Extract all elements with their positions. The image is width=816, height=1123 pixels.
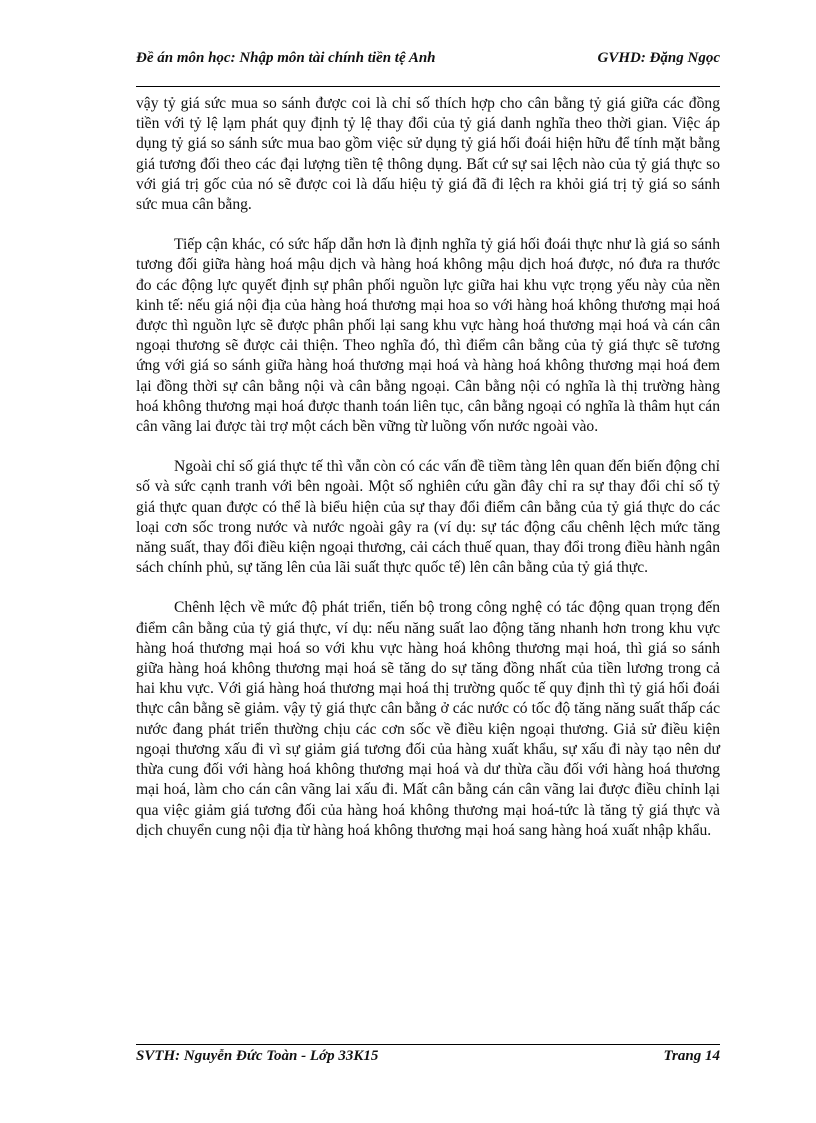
paragraph-1: vậy tỷ giá sức mua so sánh được coi là chỉ số thích hợp cho cân bằng tỷ giá giữa các đồng tiền với tỷ lệ lạm phát quy định tỷ lệ thay đổi của tỷ giá danh nghĩa theo thời gian. Việc áp dụng tỷ giá so sánh sức mua bao gồm việc sử dụng tỷ giá hối đoái hiện hữu để tính mặt bằng giá tương đối theo các đại lượng tiền tệ thông dụng. Bất cứ sự sai lệch nào của tỷ giá thực so với giá trị gốc của nó sẽ được coi là dấu hiệu tỷ giá đã đi lệch ra khỏi giá trị tỷ giá so sánh sức mua cân bằng. [136,95,720,214]
paragraph-2: Tiếp cận khác, có sức hấp dẫn hơn là định nghĩa tỷ giá hối đoái thực như là giá so sánh tương đối giữa hàng hoá mậu dịch và hàng hoá không mậu dịch hoá được, nó đưa ra thước đo các động lực quyết định sự phân phối nguồn lực giữa hai khu vực trọng yếu này của nền kinh tế: nếu giá nội địa của hàng hoá thương mại hoa so với hàng hoá không thương mại hoá được thì nguồn lực sẽ được phân phối lại sang khu vực hàng hoá thương mại hoá và cán cân ngoại thương sẽ được cải thiện. Theo nghĩa đó, thì điểm cân bằng của tỷ giá thực sẽ tương ứng với giá so sánh giữa hàng hoá thương mại hoá và hàng hoá không thương mại hoá đem lại đồng thời sự cân bằng nội và cân bằng ngoại. Cân bằng nội có nghĩa là thị trường hàng hoá không thương mại hoá được thanh toán liên tục, cân bằng ngoại có nghĩa là thâm hụt cán cân vãng lai được tài trợ một cách bền vững từ luồng vốn nước ngoài vào. [136,236,720,436]
page-header [136,50,720,87]
author-info: SVTH: Nguyễn Đức Toàn - Lớp 33K15 [136,1048,379,1064]
paragraph-4: Chênh lệch về mức độ phát triển, tiến bộ trong công nghệ có tác động quan trọng đến điểm cân bằng của tỷ giá thực, ví dụ: nếu năng suất lao động tăng nhanh hơn trong khu vực hàng hoá thương mại hoá so với khu vực hàng hoá không thương mại hoá, thì giá so sánh giữa hàng hoá không thương mại hoá sẽ tăng do sự tăng đồng nhất của tiền lương trong cả hai khu vực. Với giá hàng hoá thương mại hoá thị trường quốc tế quy định thì tỷ giá hối đoái thực cân bằng sẽ giảm. vậy tỷ giá thực cân bằng ở các nước có tốc độ tăng năng suất thấp các nước đang phát triển thường chịu các cơn sốc về điều kiện ngoại thương. Giả sử điều kiện ngoại thương xấu đi vì sự giảm giá tương đối của hàng xuất khẩu, sự xấu đi này tạo nên dư thừa cung đối với hàng hoá không thương mại hoá và dư thừa cầu đối với hàng hoá thương mại hoá, làm cho cán cân vãng lai xấu đi. Mất cân bằng cán cân vãng lai được điều chỉnh lại qua việc giảm giá tương đối của hàng hoá không thương mại hoá-tức là tăng tỷ giá thực và dịch chuyển cung nội địa từ hàng hoá không thương mại hoá sang hàng hoá xuất nhập khẩu. [136,599,720,839]
instructor-name: GVHD: Đặng Ngọc [597,50,720,66]
paragraph-3: Ngoài chỉ số giá thực tế thì vẫn còn có các vấn đề tiềm tàng lên quan đến biến động chỉ số và sức cạnh tranh với bên ngoài. Một số nghiên cứu gần đây chỉ ra sự thay đổi chỉ số tỷ giá thực quan được có thể là biểu hiện của sự thay đổi điểm cân bằng của tỷ giá thực do các loại cơn sốc trong nước và nước ngoài gây ra (ví dụ: sự tác động cẩu chênh lệch mức tăng năng suất, thay đổi điều kiện ngoại thương, cải cách thuế quan, thay đổi trong điều hành ngân sách chính phủ, sự tăng lên của lãi suất thực quốc tế) lên cân bằng của tỷ giá thực. [136,458,720,577]
page-footer [136,1044,720,1064]
page-number: Trang 14 [663,1048,720,1064]
document-body [136,94,720,841]
course-title: Đề án môn học: Nhập môn tài chính tiền tệ Anh [136,50,436,66]
